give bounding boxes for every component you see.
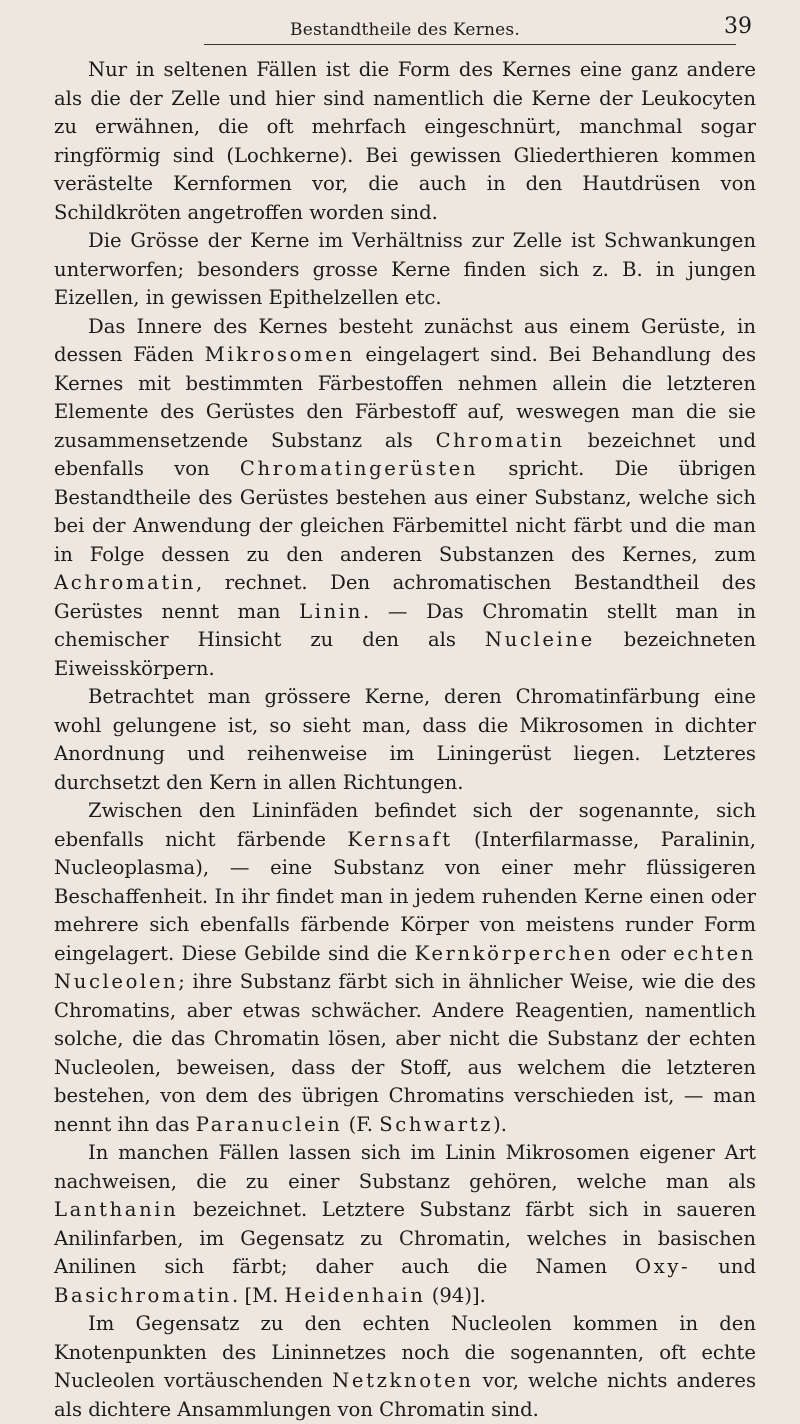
spaced-term: echten Nucleolen [54,941,756,993]
running-title: Bestandtheile des Kernes. [290,20,520,40]
spaced-term: Lanthanin [54,1198,179,1221]
text-run: vor, welche nichts anderes als dichtere Ansammlungen von Chromatin sind. [54,1369,756,1421]
paragraph [54,797,756,1139]
text-run: . — Das Chromatin stellt man in chemischer Hinsicht zu den als [54,599,756,651]
text-run: , rechnet. Den achromatischen Bestandtheil des Gerüstes nennt man [54,571,756,623]
header-rule [204,44,736,45]
paragraph [54,313,756,684]
spaced-term: Achromatin [54,571,196,594]
spaced-term: Kernkörperchen [414,941,614,965]
text-run: und [690,1255,756,1278]
paragraph [54,1139,756,1310]
running-head [54,6,756,46]
text-run: (F. [342,1112,380,1136]
text-run: Die Grösse der Kerne im Verhältniss zur Zelle ist Schwankungen unterworfen; besonders grosse Kerne finden sich z. B. in jungen Eizellen, in gewissen Epithelzellen etc. [54,229,756,309]
page-number: 39 [724,14,752,39]
spaced-term: Schwartz [379,1112,494,1136]
spaced-term: Oxy- [635,1255,691,1278]
text-run: bezeichneten Eiweisskörpern. [54,628,756,680]
text-run: Im Gegensatz zu den echten Nucleolen kommen in den Knotenpunkten des Lininnetzes noch die sogenannten, oft echte Nucleolen vortäuschenden [54,1312,756,1392]
text-run: Das Innere des Kernes besteht zunächst aus einem Gerüste, in dessen Fäden [54,314,756,366]
spaced-term: Chromatingerüsten [239,457,479,480]
text-run: Betrachtet man grössere Kerne, deren Chromatinfärbung eine wohl gelungene ist, so sieht man, dass die Mikrosomen in dichter Anordnung und reihenweise im Liningerüst liegen. Letzteres durchsetzt den Kern in allen Richtungen. [54,685,756,794]
text-run: In manchen Fällen lassen sich im Linin Mikrosomen eigener Art nachweisen, die zu einer Substanz gehören, welche man als [54,1141,756,1193]
spaced-term: Kernsaft [347,827,453,851]
text-run: oder [613,941,674,965]
text-run: ). [493,1112,507,1136]
paragraph [54,683,756,797]
text-run: Zwischen den Lininfäden befindet sich der sogenannte, sich ebenfalls nicht färbende [54,799,756,851]
spaced-term: Linin [299,599,363,623]
spaced-term: Chromatin [435,428,565,452]
text-run: bezeichnet und ebenfalls von [54,428,756,480]
spaced-term: Heidenhain [284,1283,426,1307]
paragraph [54,56,756,227]
text-run: bezeichnet. Letztere Substanz färbt sich in saueren Anilinfarben, im Gegensatz zu Chromatin, welches in basischen Anilinen sich färbt; daher auch die Namen [54,1198,756,1278]
text-run: spricht. Die übrigen Bestandtheile des Gerüstes bestehen aus einer Substanz, welche sich bei der Anwendung der gleichen Färbemittel nicht färbt und die man in Folge dessen zu den anderen Substanzen des Kernes, zum [54,457,756,566]
paragraph [54,227,756,313]
spaced-term: Nucleine [484,628,595,651]
text-run: (Interfilarmasse, Paralinin, Nucleoplasma), — eine Substanz von einer mehr flüssigeren Beschaffenheit. In ihr findet man in jedem ruhenden Kerne einen oder mehrere sich ebenfalls färbende Körper von meistens runder Form eingelagert. Diese Gebilde sind die [54,827,756,965]
spaced-term: Netzknoten [332,1369,474,1392]
text-run: ; ihre Substanz färbt sich in ähnlicher Weise, wie die des Chromatins, aber etwas schwächer. Andere Reagentien, namentlich solche, die das Chromatin lösen, aber nicht die Substanz der echten Nucleolen, beweisen, dass der Stoff, aus welchem die letzteren bestehen, von dem des übrigen Chromatins verschieden ist, — man nennt ihn das [54,970,756,1136]
text-run: eingelagert sind. Bei Behandlung des Kernes mit bestimmten Färbestoffen nehmen allein die letzteren Elemente des Gerüstes den Färbestoff auf, weswegen man die sie zusammensetzende Substanz als [54,343,756,452]
text-run: . [M. [231,1283,285,1307]
text-run: Nur in seltenen Fällen ist die Form des Kernes eine ganz andere als die der Zelle und hier sind namentlich die Kerne der Leukocyten zu erwähnen, die oft mehrfach eingeschnürt, manchmal sogar ringförmig sind (Lochkerne). Bei gewissen Gliederthieren kommen verästelte Kernformen vor, die auch in den Hautdrüsen von Schildkröten angetroffen worden sind. [54,58,756,224]
body-text [54,56,756,1424]
spaced-term: Mikrosomen [204,343,355,366]
text-run: (94)]. [425,1283,486,1307]
spaced-term: Paranuclein [195,1112,343,1136]
spaced-term: Basichromatin [54,1283,232,1307]
paragraph [54,1310,756,1424]
